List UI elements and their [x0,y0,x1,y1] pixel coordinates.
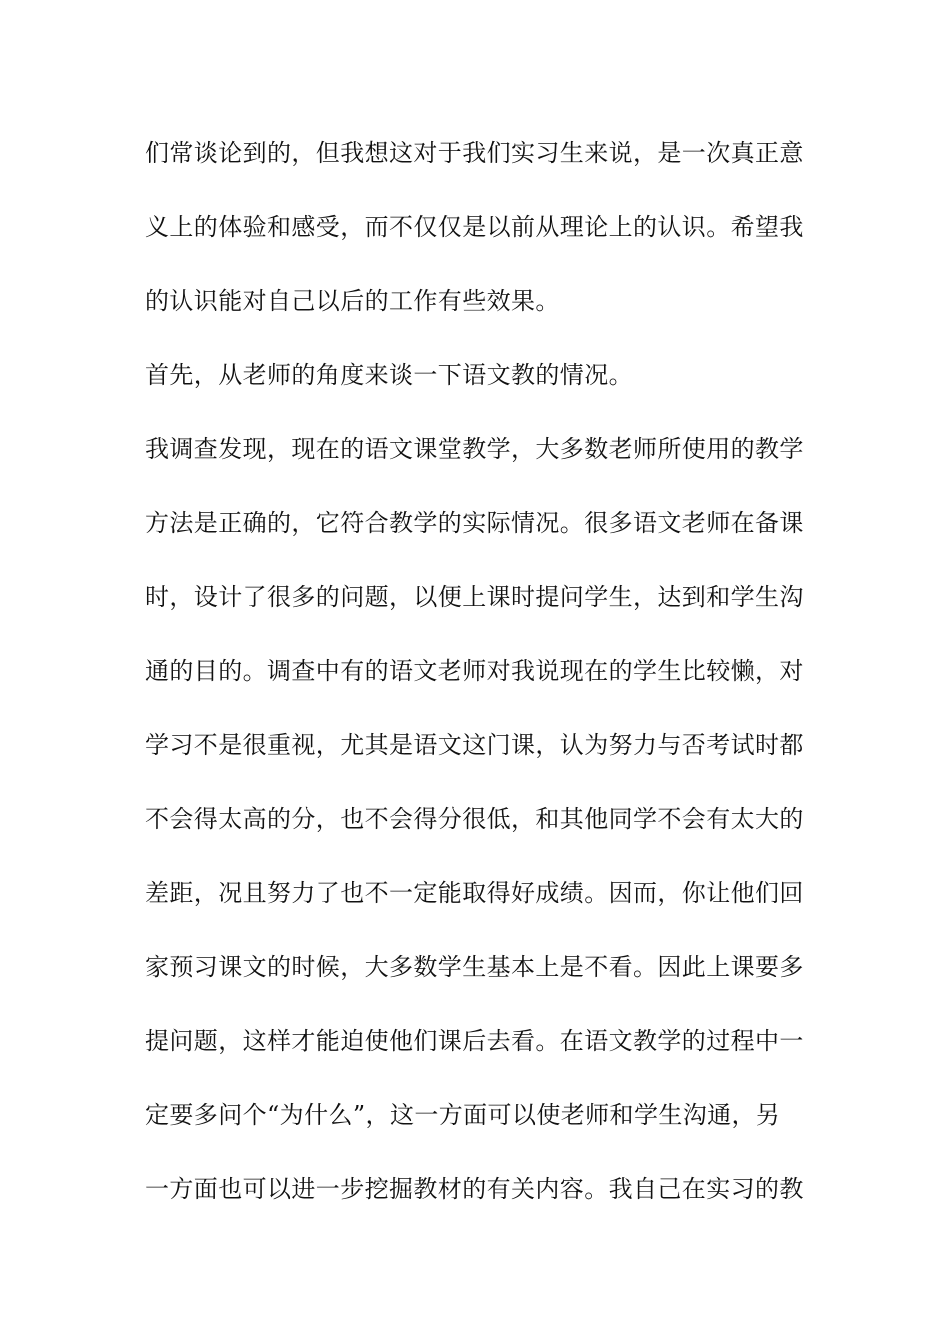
text-line: 学习不是很重视，尤其是语文这门课，认为努力与否考试时都 [145,731,804,759]
text-line: 方法是正确的，它符合教学的实际情况。很多语文老师在备课 [145,509,804,537]
text-line: 一方面也可以进一步挖掘教材的有关内容。我自己在实习的教 [145,1175,804,1203]
text-line: 提问题，这样才能迫使他们课后去看。在语文教学的过程中一 [145,1027,804,1055]
text-line: 首先，从老师的角度来谈一下语文教的情况。 [145,361,633,389]
text-line: 的认识能对自己以后的工作有些效果。 [145,287,560,315]
text-line: 定要多问个“为什么”，这一方面可以使老师和学生沟通，另 [145,1101,781,1129]
text-line: 们常谈论到的，但我想这对于我们实习生来说，是一次真正意 [145,139,804,167]
text-line: 通的目的。调查中有的语文老师对我说现在的学生比较懒，对 [145,657,804,685]
text-line: 差距，况且努力了也不一定能取得好成绩。因而，你让他们回 [145,879,804,907]
text-line: 义上的体验和感受，而不仅仅是以前从理论上的认识。希望我 [145,213,804,241]
text-line: 不会得太高的分，也不会得分很低，和其他同学不会有太大的 [145,805,804,833]
text-line: 家预习课文的时候，大多数学生基本上是不看。因此上课要多 [145,953,804,981]
text-line: 时，设计了很多的问题，以便上课时提问学生，达到和学生沟 [145,583,804,611]
text-line: 我调查发现，现在的语文课堂教学，大多数老师所使用的教学 [145,435,804,463]
